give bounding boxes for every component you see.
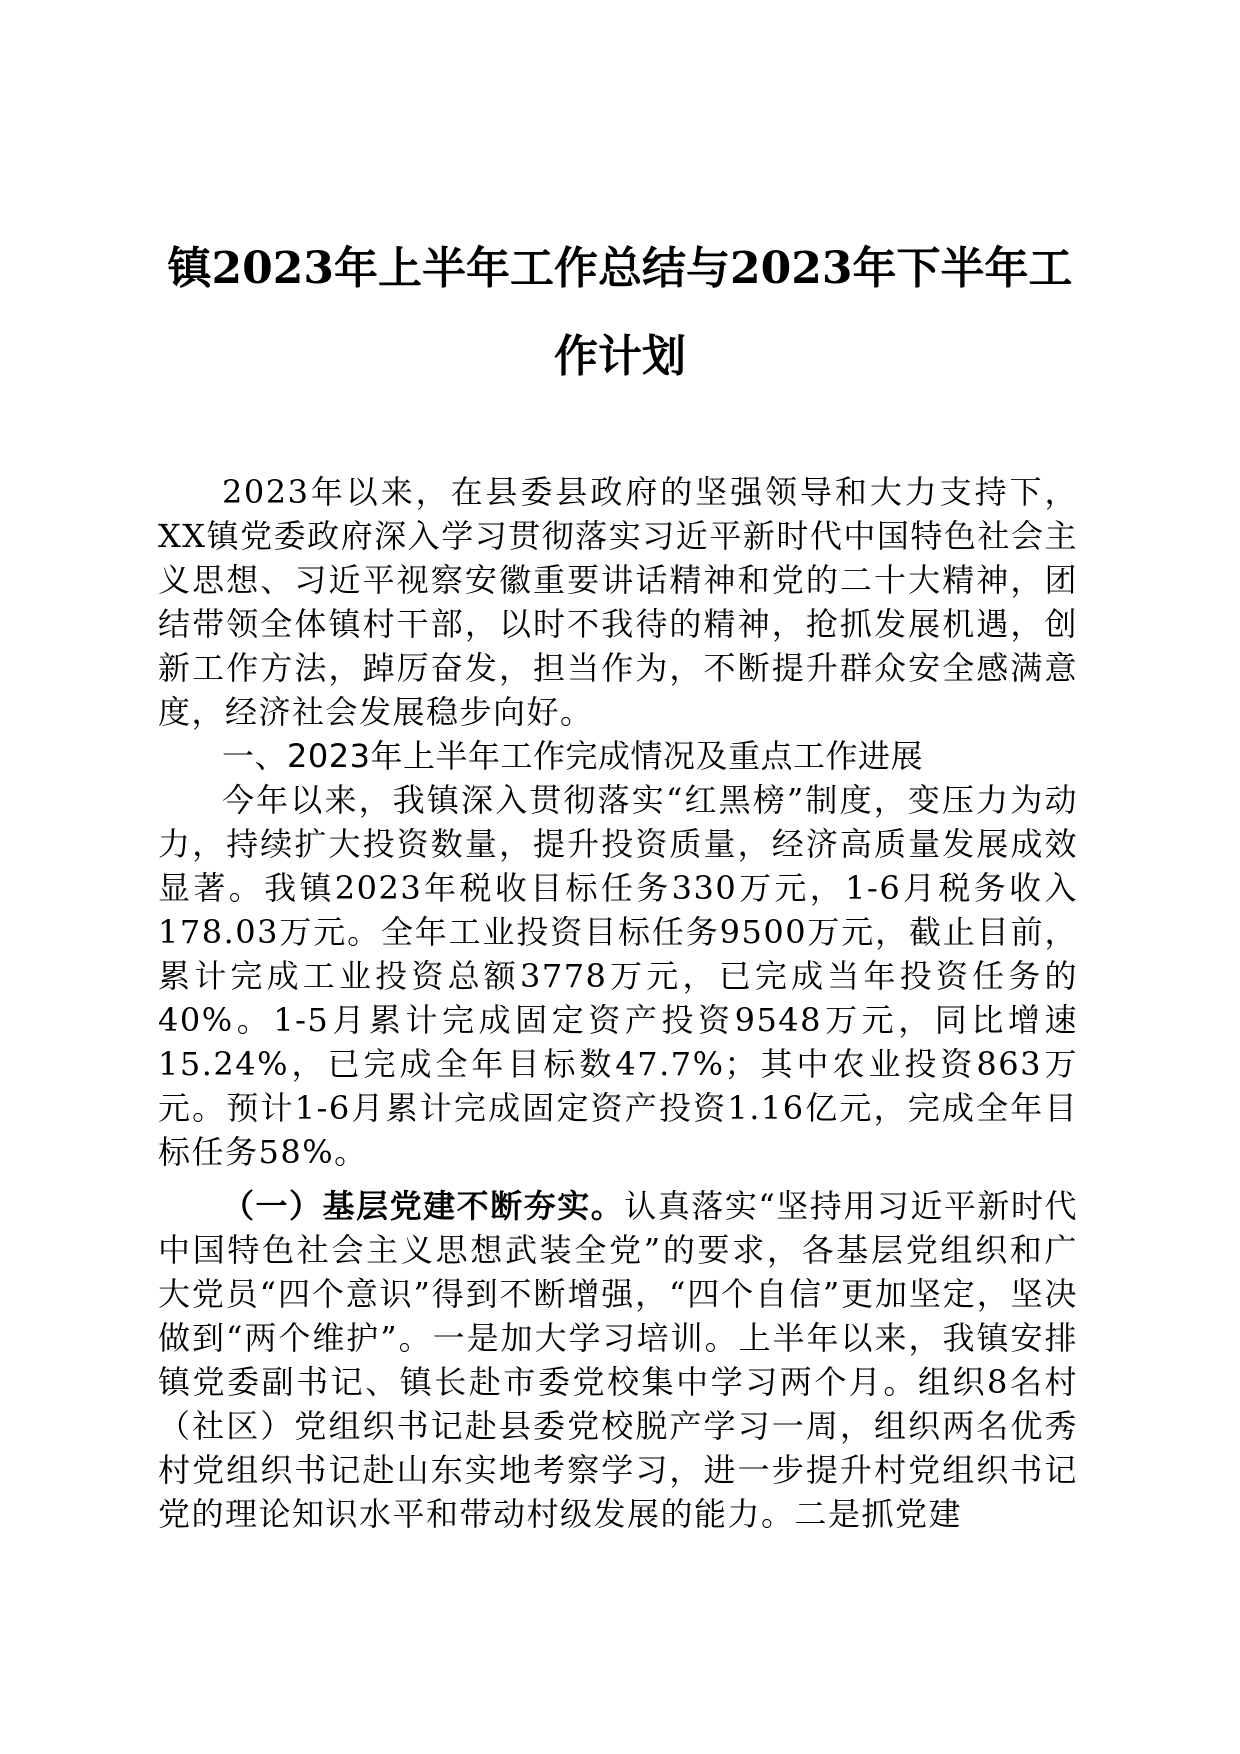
section-heading-1: 一、2023年上半年工作完成情况及重点工作进展	[222, 737, 923, 775]
intro-paragraph: 2023年以来，在县委县政府的坚强领导和大力支持下，XX镇党委政府深入学习贯彻落实习近平新时代中国特色社会主义思想、习近平视察安徽重要讲话精神和党的二十大精神，团结带领全体镇村干部，以时不我待的精神，抢抓发展机遇，创新工作方法，踔厉奋发，担当作为，不断提升群众安全感满意度，经济社会发展稳步向好。	[158, 473, 1078, 731]
document-body	[158, 470, 1078, 1536]
document-title: 镇2023年上半年工作总结与2023年下半年工作计划	[167, 243, 1073, 382]
subsection-1-lead: （一）基层党建不断夯实。	[222, 1187, 625, 1225]
subsection-1-paragraph	[158, 1184, 1078, 1536]
section-1-paragraph: 今年以来，我镇深入贯彻落实“红黑榜”制度，变压力为动力，持续扩大投资数量，提升投资质量，经济高质量发展成效显著。我镇2023年税收目标任务330万元，1-6月税务收入178.03万元。全年工业投资目标任务9500万元，截止目前，累计完成工业投资总额3778万元，已完成当年投资任务的40%。1-5月累计完成固定资产投资9548万元，同比增速 15.24%，已完成全年目标数47.7%；其中农业投资863万元。预计1-6月累计完成固定资产投资1.16亿元，完成全年目标任务58%。	[158, 781, 1078, 1171]
paragraph-spacer	[158, 1174, 1078, 1184]
subsection-1-body: 认真落实“坚持用习近平新时代中国特色社会主义思想武装全党”的要求，各基层党组织和广大党员“四个意识”得到不断增强，“四个自信”更加坚定，坚决做到“两个维护”。一是加大学习培训。上半年以来，我镇安排镇党委副书记、镇长赴市委党校集中学习两个月。组织8名村（社区）党组织书记赴县委党校脱产学习一周，组织两名优秀村党组织书记赴山东实地考察学习，进一步提升村党组织书记党的理论知识水平和带动村级发展的能力。二是抓党建	[158, 1187, 1078, 1533]
